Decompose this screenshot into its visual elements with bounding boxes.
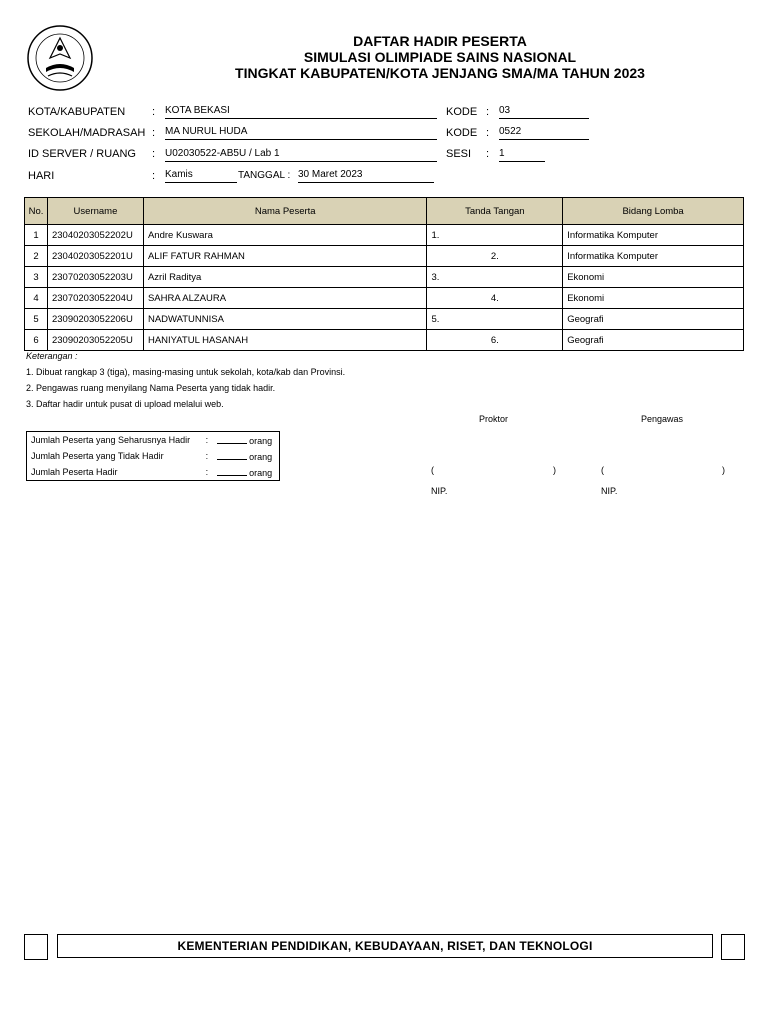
row-nama: NADWATUNNISA — [143, 309, 427, 330]
summary-row — [27, 464, 280, 481]
summary-blank — [217, 466, 247, 476]
row-signature: 3. — [427, 267, 563, 288]
summary-unit: orang — [249, 436, 273, 446]
proktor-nip: NIP. — [431, 486, 448, 496]
summary-label: Jumlah Peserta yang Tidak Hadir — [31, 451, 164, 461]
pengawas-open-paren: ( — [601, 465, 604, 475]
kota-value: KOTA BEKASI — [165, 104, 437, 119]
summary-colon: : — [205, 435, 209, 445]
table-row — [25, 330, 744, 351]
proktor-label: Proktor — [479, 414, 509, 424]
footer-left-box — [24, 934, 48, 960]
server-colon: : — [152, 148, 156, 160]
header-no: No. — [25, 198, 48, 225]
server-value: U02030522-AB5U / Lab 1 — [165, 147, 437, 162]
kode1-label: KODE — [446, 106, 478, 118]
tut-wuri-handayani-logo — [26, 24, 94, 92]
row-no: 4 — [25, 288, 48, 309]
table-row — [25, 288, 744, 309]
row-signature: 6. — [427, 330, 563, 351]
kode2-label: KODE — [446, 127, 478, 139]
document-title: DAFTAR HADIR PESERTA — [353, 33, 527, 49]
hari-value: Kamis — [165, 168, 237, 183]
row-bidang: Ekonomi — [563, 267, 744, 288]
kode1-colon: : — [486, 106, 490, 118]
footer-right-box — [721, 934, 745, 960]
row-signature: 2. — [427, 246, 563, 267]
header-tanda-tangan: Tanda Tangan — [427, 198, 563, 225]
table-row — [25, 246, 744, 267]
row-bidang: Ekonomi — [563, 288, 744, 309]
kota-colon: : — [152, 106, 156, 118]
sesi-colon: : — [486, 148, 490, 160]
row-nama: Azril Raditya — [143, 267, 427, 288]
summary-colon: : — [205, 467, 209, 477]
row-bidang: Informatika Komputer — [563, 225, 744, 246]
tanggal-label: TANGGAL : — [238, 170, 291, 181]
row-no: 1 — [25, 225, 48, 246]
row-username: 23070203052204U — [47, 288, 143, 309]
note-item-1: 1. Dibuat rangkap 3 (tiga), masing-masing untuk sekolah, kota/kab dan Provinsi. — [26, 367, 346, 377]
row-signature: 4. — [427, 288, 563, 309]
sekolah-colon: : — [152, 127, 156, 139]
row-nama: Andre Kuswara — [143, 225, 427, 246]
header-bidang-lomba: Bidang Lomba — [563, 198, 744, 225]
summary-blank — [217, 450, 247, 460]
table-row — [25, 267, 744, 288]
row-no: 3 — [25, 267, 48, 288]
summary-blank — [217, 434, 247, 444]
table-row — [25, 225, 744, 246]
table-row — [25, 309, 744, 330]
summary-unit: orang — [249, 452, 273, 462]
row-username: 23090203052206U — [47, 309, 143, 330]
pengawas-label: Pengawas — [641, 414, 684, 424]
sesi-value: 1 — [499, 147, 545, 162]
row-username: 23090203052205U — [47, 330, 143, 351]
summary-row — [27, 448, 280, 464]
hari-colon: : — [152, 170, 156, 182]
tanggal-value: 30 Maret 2023 — [298, 168, 434, 183]
kode2-value: 0522 — [499, 125, 589, 140]
pengawas-close-paren: ) — [722, 465, 725, 475]
row-nama: SAHRA ALZAURA — [143, 288, 427, 309]
footer-ministry: KEMENTERIAN PENDIDIKAN, KEBUDAYAAN, RISET, DAN TEKNOLOGI — [57, 934, 713, 958]
row-no: 2 — [25, 246, 48, 267]
proktor-open-paren: ( — [431, 465, 434, 475]
note-item-3: 3. Daftar hadir untuk pusat di upload melalui web. — [26, 399, 224, 409]
kode1-value: 03 — [499, 104, 589, 119]
sekolah-label: SEKOLAH/MADRASAH — [28, 127, 146, 139]
header-nama-peserta: Nama Peserta — [143, 198, 427, 225]
document-subtitle-2: TINGKAT KABUPATEN/KOTA JENJANG SMA/MA TAHUN 2023 — [235, 65, 645, 81]
row-nama: ALIF FATUR RAHMAN — [143, 246, 427, 267]
server-label: ID SERVER / RUANG — [28, 148, 136, 160]
row-username: 23040203052201U — [47, 246, 143, 267]
row-signature: 5. — [427, 309, 563, 330]
proktor-close-paren: ) — [553, 465, 556, 475]
notes-title: Keterangan : — [26, 351, 78, 361]
row-nama: HANIYATUL HASANAH — [143, 330, 427, 351]
note-item-2: 2. Pengawas ruang menyilang Nama Peserta yang tidak hadir. — [26, 383, 276, 393]
document-subtitle: SIMULASI OLIMPIADE SAINS NASIONAL — [303, 49, 577, 65]
pengawas-nip: NIP. — [601, 486, 618, 496]
row-bidang: Geografi — [563, 330, 744, 351]
row-username: 23070203052203U — [47, 267, 143, 288]
row-username: 23040203052202U — [47, 225, 143, 246]
row-no: 6 — [25, 330, 48, 351]
summary-label: Jumlah Peserta yang Seharusnya Hadir — [31, 435, 191, 445]
hari-label: HARI — [28, 170, 55, 182]
table-header-row — [25, 198, 744, 225]
row-signature: 1. — [427, 225, 563, 246]
sesi-label: SESI — [446, 148, 472, 160]
row-bidang: Informatika Komputer — [563, 246, 744, 267]
attendance-summary — [26, 431, 280, 481]
attendance-table — [24, 197, 744, 351]
summary-unit: orang — [249, 468, 273, 478]
header-username: Username — [47, 198, 143, 225]
summary-row — [27, 432, 280, 449]
kota-label: KOTA/KABUPATEN — [28, 106, 126, 118]
summary-colon: : — [205, 451, 209, 461]
row-bidang: Geografi — [563, 309, 744, 330]
summary-label: Jumlah Peserta Hadir — [31, 467, 118, 477]
sekolah-value: MA NURUL HUDA — [165, 125, 437, 140]
row-no: 5 — [25, 309, 48, 330]
kode2-colon: : — [486, 127, 490, 139]
